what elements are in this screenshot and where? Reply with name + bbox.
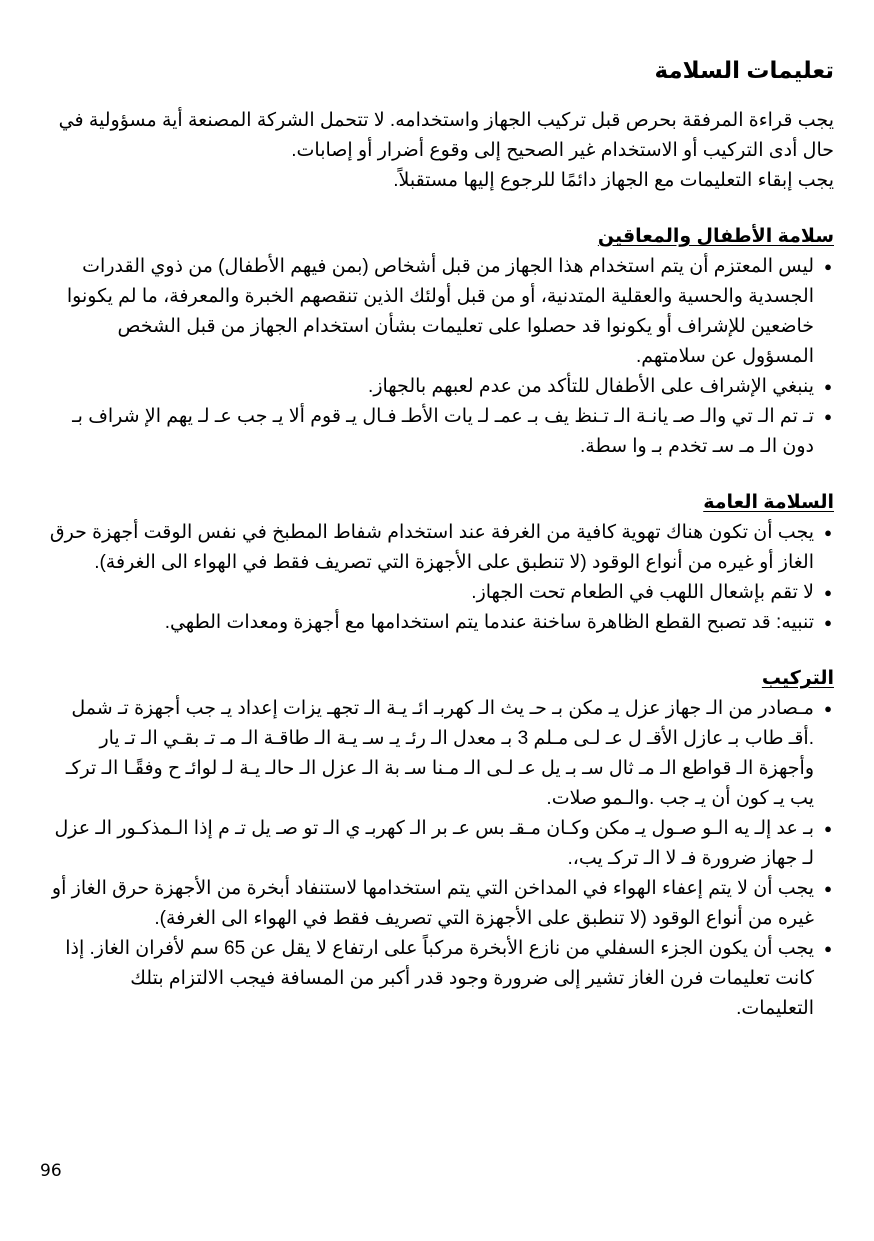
intro-paragraph: يجب قراءة المرفقة بحرص قبل تركيب الجهاز واستخدامه. لا تتحمل الشركة المصنعة أية مسؤولية في حال أدى التركيب أو الاستخدام غير الصحيح إلى وقوع أضرار أو إصابات. bbox=[58, 110, 834, 161]
list-item: ● يجب أن تكون هناك تهوية كافية من الغرفة عند استخدام شفاط المطبخ في نفس الوقت أجهزة حرق الغاز أو غيره من أنواع الوقود (لا تنطبق على الأجهزة التي تصريف فقط في الهواء الى الغرفة). bbox=[48, 518, 834, 578]
list-item: ● تنبيه: قد تصبح القطع الظاهرة ساخنة عندما يتم استخدامها مع أجهزة ومعدات الطهي. bbox=[48, 608, 834, 638]
bullet-list bbox=[48, 252, 834, 462]
page-number: 96 bbox=[40, 1161, 62, 1181]
bullet-list bbox=[48, 694, 834, 1024]
intro-block bbox=[48, 106, 834, 196]
section-child-safety bbox=[48, 222, 834, 462]
section-heading: السلامة العامة bbox=[703, 492, 834, 513]
section-general-safety bbox=[48, 488, 834, 638]
list-item: ● تـ تم الـ تي والـ صـ يانـة الـ تـنظ يف بـ عمـ لـ يات الأطـ فـال يـ قوم ألا يـ جب عـ لـ يهم الإ شراف بـ دون الـ مـ سـ تخدم بـ وا سطة. bbox=[48, 402, 834, 462]
bullet-list bbox=[48, 518, 834, 638]
page-title: تعليمات السلامة bbox=[654, 57, 834, 83]
section-heading: سلامة الأطفال والمعاقين bbox=[597, 226, 834, 247]
intro-paragraph: يجب إبقاء التعليمات مع الجهاز دائمًا للرجوع إليها مستقبلاً. bbox=[393, 170, 834, 191]
list-item: ● ليس المعتزم أن يتم استخدام هذا الجهاز من قبل أشخاص (بمن فيهم الأطفال) من ذوي القدرات الجسدية والحسية والعقلية المتدنية، أو من قبل أولئك الذين تنقصهم الخبرة والمعرفة، ما لم يكونوا خاضعين للإشراف أو يكونوا قد حصلوا على تعليمات بشأن استخدام الجهاز من قبل الشخص المسؤول عن سلامتهم. bbox=[48, 252, 834, 372]
document-page bbox=[48, 50, 834, 1024]
list-item: ● يجب أن لا يتم إعفاء الهواء في المداخن التي يتم استخدامها لاستنفاد أبخرة من الأجهزة حرق الغاز أو غيره من أنواع الوقود (لا تنطبق على الأجهزة التي تصريف فقط في الهواء الى الغرفة). bbox=[48, 874, 834, 934]
list-item: ● مـصادر من الـ جهاز عزل يـ مكن بـ حـ يث الـ كهربـ ائـ يـة الـ تجهـ يزات إعداد يـ جب أجهزة تـ شمل .أقـ طاب بـ عازل الأقـ ل عـ لـى مـلم 3 بـ معدل الـ رئـ يـ سـ يـة الـ طاقـة الـ مـ تـ بقـي الـ تـ يار وأجهزة الـ قواطع الـ مـ ثال سـ بـ يل عـ لـى الـ مـنا سـ بة الـ عزل الـ حالـ يـة لـ لوائـ ح وفقًـا الـ تركـ يب يـ كون أن يـ جب .والـمو صلات. bbox=[48, 694, 834, 814]
section-heading: التركيب bbox=[761, 668, 834, 689]
section-installation bbox=[48, 664, 834, 1024]
list-item: ● يجب أن يكون الجزء السفلي من نازع الأبخرة مركباً على ارتفاع لا يقل عن 65 سم لأفران الغاز. إذا كانت تعليمات فرن الغاز تشير إلى ضرورة وجود قدر أكبر من المسافة فيجب الالتزام بتلك التعليمات. bbox=[48, 934, 834, 1024]
list-item: ● بـ عد إلـ يه الـو صـول يـ مكن وكـان مـقـ بس عـ بر الـ كهربـ ي الـ تو صـ يل تـ م إذا الـمذكـور الـ عزل لـ جهاز ضرورة فـ لا الـ تركـ يب،. bbox=[48, 814, 834, 874]
list-item: ● ينبغي الإشراف على الأطفال للتأكد من عدم لعبهم بالجهاز. bbox=[48, 372, 834, 402]
list-item: ● لا تقم بإشعال اللهب في الطعام تحت الجهاز. bbox=[48, 578, 834, 608]
